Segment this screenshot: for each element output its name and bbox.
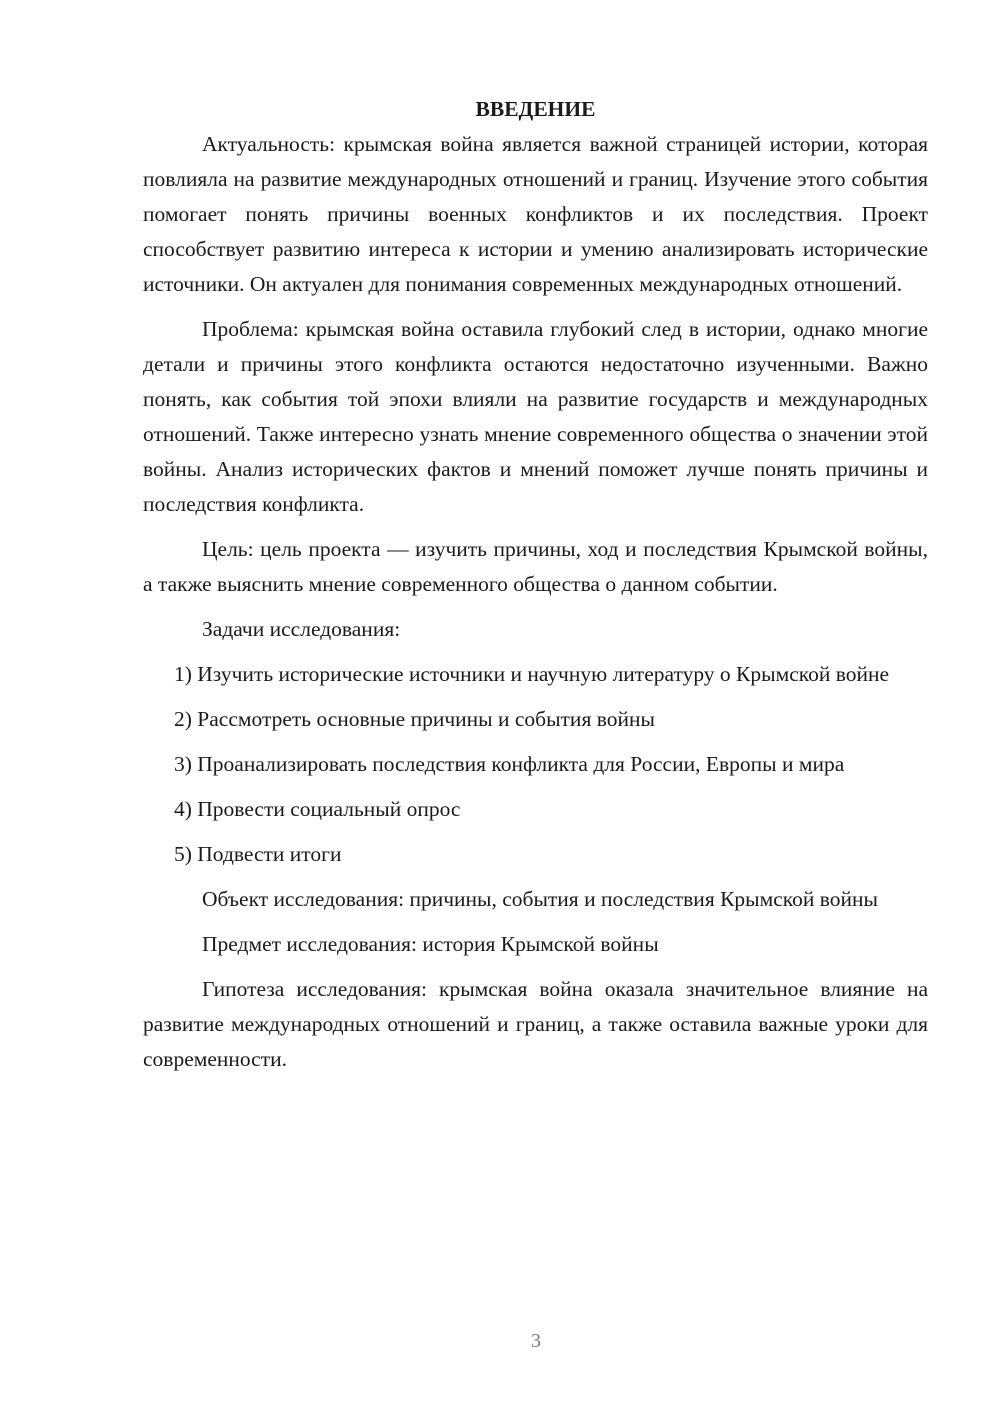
goal-paragraph: Цель: цель проекта — изучить причины, ход и последствия Крымской войны, а также выяснить мнение современного общества о данном событии. xyxy=(143,537,928,596)
research-object-paragraph: Объект исследования: причины, события и последствия Крымской войны xyxy=(202,887,878,911)
page-number: 3 xyxy=(531,1330,541,1352)
document-page xyxy=(143,92,928,1077)
problem-paragraph: Проблема: крымская война оставила глубокий след в истории, однако многие детали и причины этого конфликта остаются недостаточно изученными. Важно понять, как события той эпохи влияли на развитие государств и международных отношений. Также интересно узнать мнение современного общества о значении этой войны. Анализ исторических фактов и мнений поможет лучше понять причины и последствия конфликта. xyxy=(143,317,928,516)
task-item: 5) Подвести итоги xyxy=(174,842,342,866)
research-subject-paragraph: Предмет исследования: история Крымской войны xyxy=(202,932,659,956)
section-heading: ВВЕДЕНИЕ xyxy=(475,97,596,121)
hypothesis-paragraph: Гипотеза исследования: крымская война оказала значительное влияние на развитие международных отношений и границ, а также оставила важные уроки для современности. xyxy=(143,977,928,1071)
relevance-paragraph: Актуальность: крымская война является важной страницей истории, которая повлияла на развитие международных отношений и границ. Изучение этого события помогает понять причины военных конфликтов и их последствия. Проект способствует развитию интереса к истории и умению анализировать исторические источники. Он актуален для понимания современных международных отношений. xyxy=(143,132,928,296)
task-item: 3) Проанализировать последствия конфликта для России, Европы и мира xyxy=(174,752,845,776)
task-item: 2) Рассмотреть основные причины и события войны xyxy=(174,707,655,731)
tasks-list xyxy=(143,657,928,872)
task-item: 1) Изучить исторические источники и научную литературу о Крымской войне xyxy=(174,662,890,686)
task-item: 4) Провести социальный опрос xyxy=(174,797,461,821)
tasks-intro: Задачи исследования: xyxy=(202,617,401,641)
